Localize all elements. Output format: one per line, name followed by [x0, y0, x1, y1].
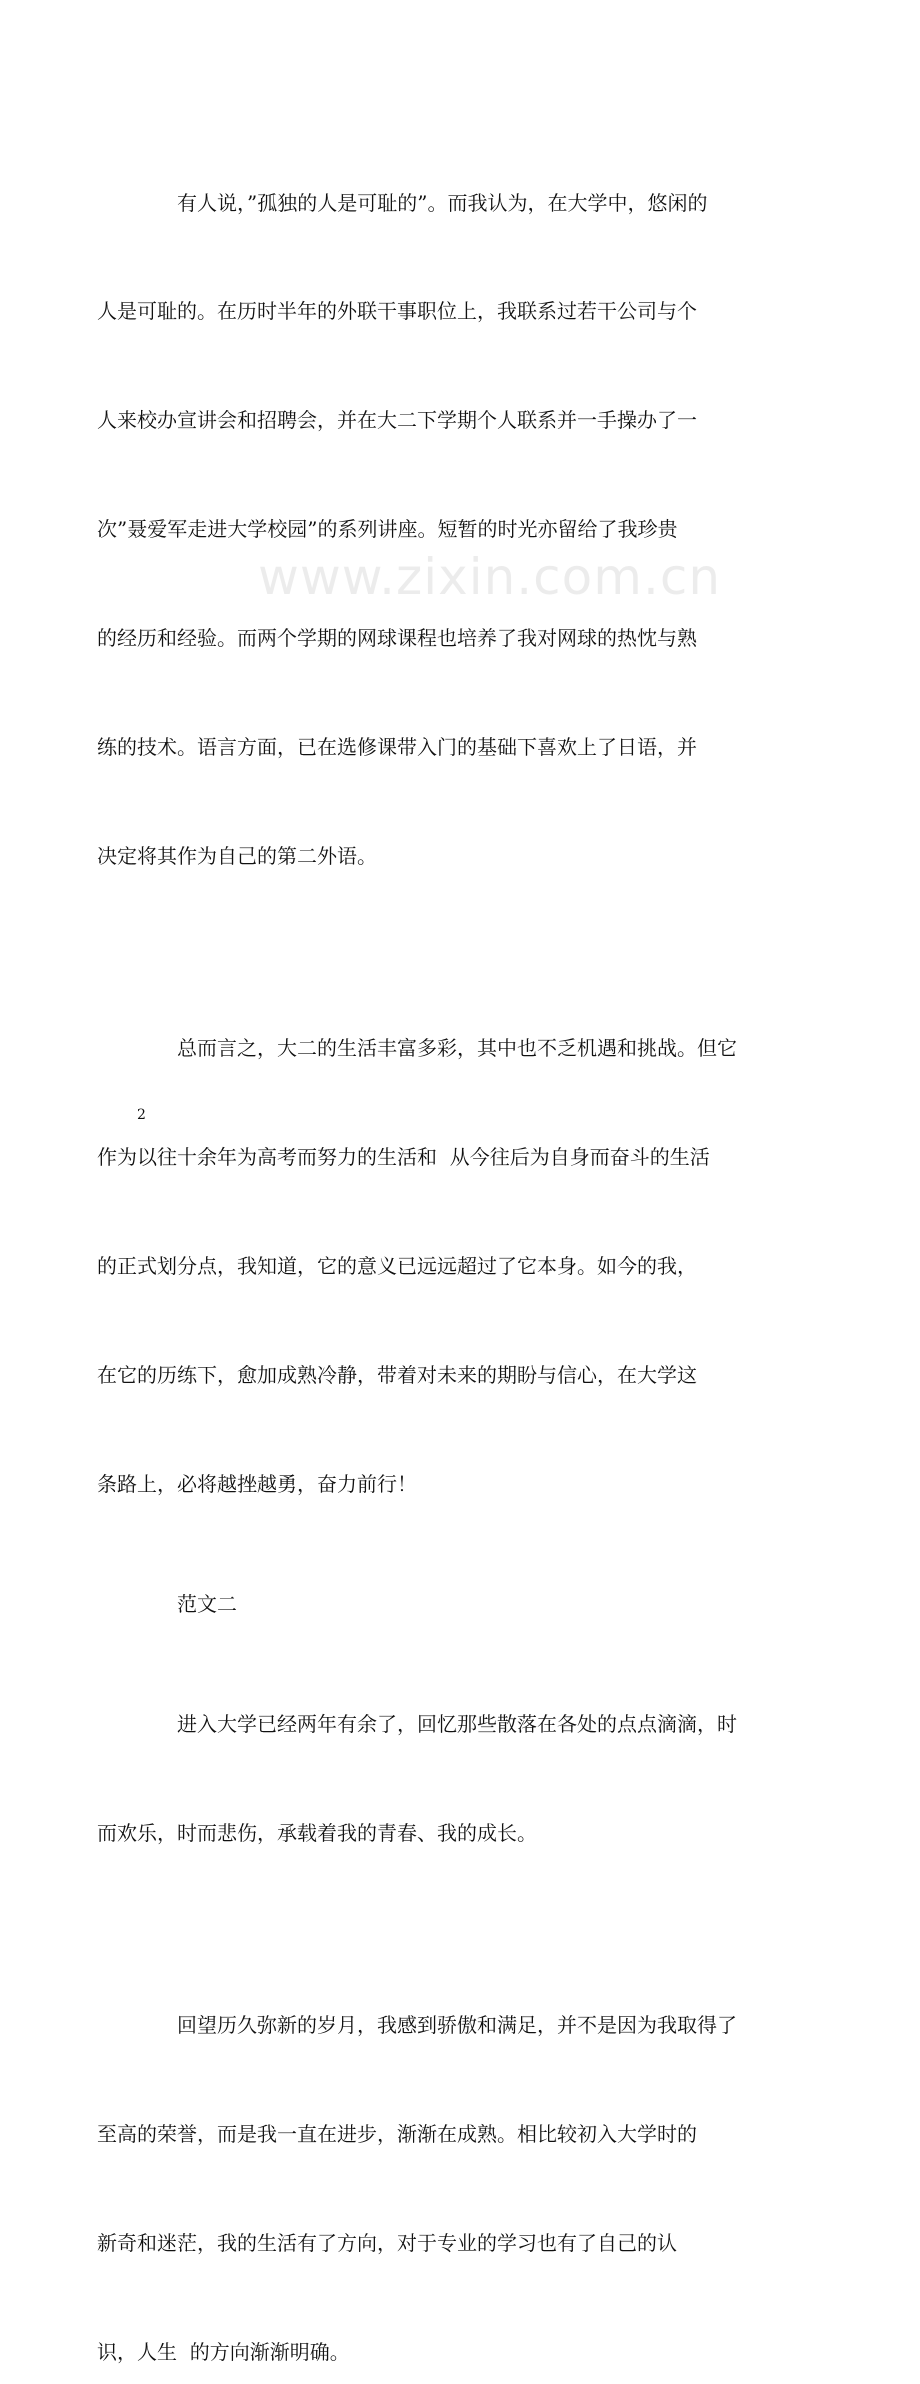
section-heading: 范文二 [177, 1591, 237, 1616]
paragraph-2 [97, 958, 787, 1575]
text-line: 至高的荣誉，而是我一直在进步，渐渐在成熟。相比较初入大学时的 [97, 2122, 697, 2147]
text-line: 新奇和迷茫，我的生活有了方向，对于专业的学习也有了自己的认 [97, 2230, 677, 2255]
text-line: 回望历久弥新的岁月，我感到骄傲和满足，并不是因为我取得了 [177, 2013, 737, 2038]
text-line: 在它的历练下，愈加成熟冷静，带着对未来的期盼与信心，在大学这 [97, 1363, 697, 1388]
paragraph-3 [97, 1633, 787, 1923]
text-line: 总而言之，大二的生活丰富多彩，其中也不乏机遇和挑战。但它 [177, 1036, 737, 1061]
page-number: 2 [137, 1107, 146, 1123]
text-line: 决定将其作为自己的第二外语。 [97, 843, 377, 868]
text-line: 人是可耻的。在历时半年的外联干事职位上，我联系过若干公司与个 [97, 299, 697, 324]
text-line: 而欢乐，时而悲伤，承载着我的青春、我的成长。 [97, 1820, 537, 1845]
text-line: 进入大学已经两年有余了，回忆那些散落在各处的点点滴滴，时 [177, 1711, 737, 1736]
text-line: 练的技术。语言方面，已在选修课带入门的基础下喜欢上了日语，并 [97, 735, 697, 760]
text-line: 识，人生 的方向渐渐明确。 [97, 2339, 350, 2364]
text-line: 有人说，”孤独的人是可耻的”。而我认为，在大学中，悠闲的 [177, 190, 708, 215]
document-body [97, 112, 787, 2384]
text-line: 的正式划分点，我知道，它的意义已远远超过了它本身。如今的我， [97, 1254, 697, 1279]
paragraph-1 [97, 112, 787, 947]
text-line: 条路上，必将越挫越勇，奋力前行！ [97, 1471, 417, 1496]
paragraph-4 [97, 1935, 787, 2384]
text-line: 次”聂爱军走进大学校园”的系列讲座。短暂的时光亦留给了我珍贵 [97, 517, 678, 542]
text-line: 作为以往十余年为高考而努力的生活和 从今往后为自身而奋斗的生活 [97, 1145, 710, 1170]
text-line: 人来校办宣讲会和招聘会，并在大二下学期个人联系并一手操办了一 [97, 408, 697, 433]
watermark-text: www.zixin.com.cn [258, 548, 722, 606]
text-line: 的经历和经验。而两个学期的网球课程也培养了我对网球的热忱与熟 [97, 626, 697, 651]
